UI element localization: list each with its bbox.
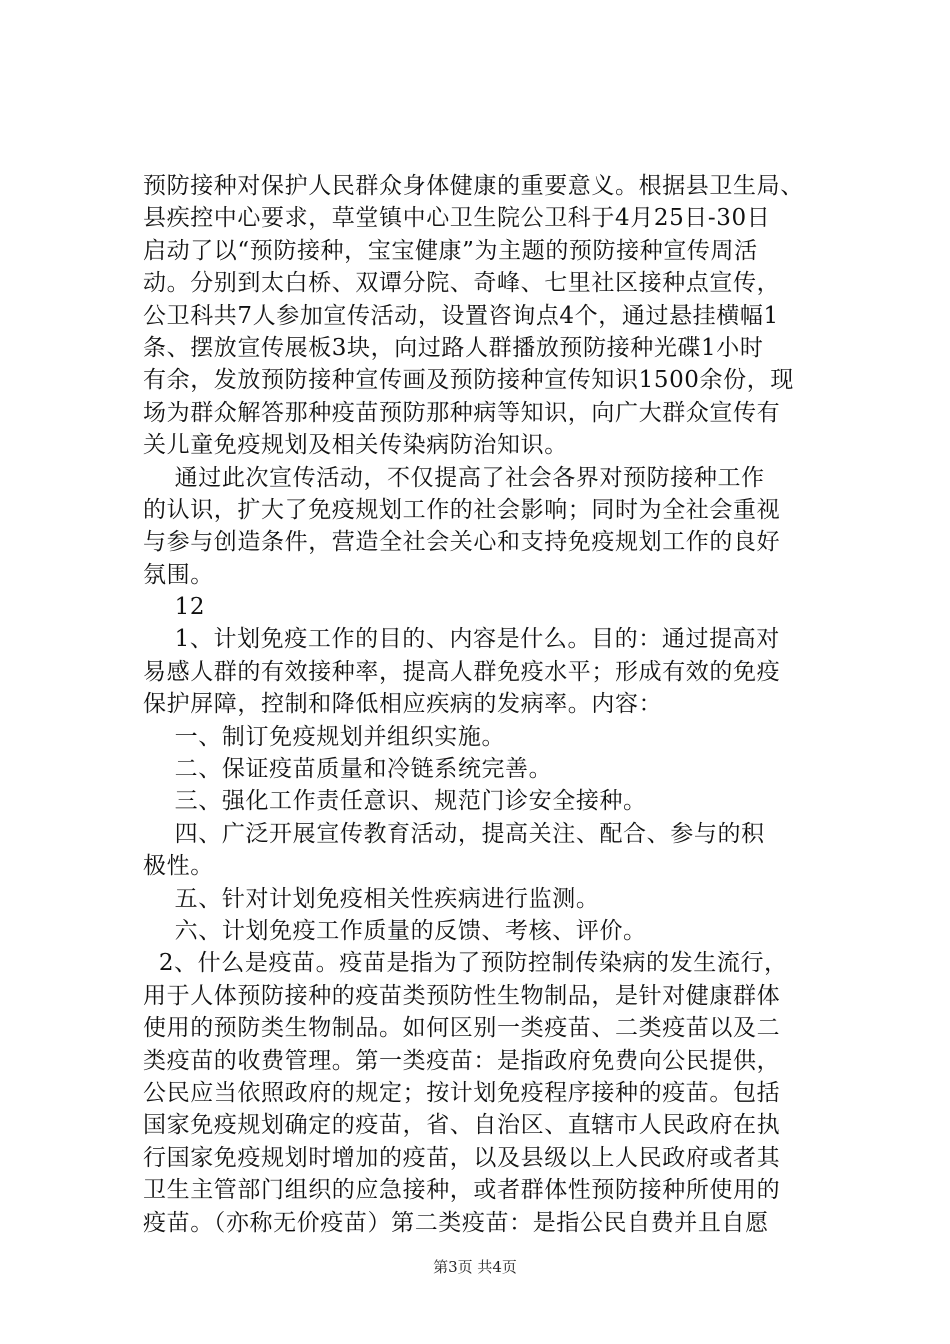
text-line: 五、针对计划免疫相关性疾病进行监测。 (143, 885, 600, 912)
text-line: 氛围。 (143, 561, 214, 588)
text-line: 与参与创造条件，营造全社会关心和支持免疫规划工作的良好 (143, 529, 781, 556)
text-line: 用于人体预防接种的疫苗类预防性生物制品，是针对健康群体 (143, 982, 781, 1009)
text-line: 公民应当依照政府的规定；按计划免疫程序接种的疫苗。包括 (143, 1079, 781, 1106)
text-line: 场为群众解答那种疫苗预防那种病等知识，向广大群众宣传有 (143, 399, 781, 426)
text-line: 保护屏障，控制和降低相应疾病的发病率。内容： (143, 691, 663, 718)
text-line: 六、计划免疫工作质量的反馈、考核、评价。 (143, 917, 647, 944)
text-line: 卫生主管部门组织的应急接种，或者群体性预防接种所使用的 (143, 1177, 781, 1204)
page-number-label: 第3页 共4页 (433, 1258, 517, 1276)
text-line: 类疫苗的收费管理。第一类疫苗：是指政府免费向公民提供， (143, 1047, 781, 1074)
text-line: 国家免疫规划确定的疫苗，省、自治区、直辖市人民政府在执 (143, 1112, 781, 1139)
page-footer (0, 1257, 950, 1277)
text-line: 极性。 (143, 853, 214, 880)
text-line: 2、什么是疫苗。疫苗是指为了预防控制传染病的发生流行， (143, 950, 788, 977)
text-line: 易感人群的有效接种率，提高人群免疫水平；形成有效的免疫 (143, 658, 781, 685)
text-line: 公卫科共7人参加宣传活动，设置咨询点4个，通过悬挂横幅1 (143, 302, 779, 329)
text-line: 预防接种对保护人民群众身体健康的重要意义。根据县卫生局、 (143, 173, 804, 199)
text-line: 四、广泛开展宣传教育活动，提高关注、配合、参与的积 (143, 820, 765, 847)
text-line: 关儿童免疫规划及相关传染病防治知识。 (143, 432, 568, 459)
document-body (143, 170, 833, 1239)
text-line: 二、保证疫苗质量和冷链系统完善。 (143, 756, 553, 783)
text-line: 的认识，扩大了免疫规划工作的社会影响；同时为全社会重视 (143, 496, 781, 523)
text-line: 条、摆放宣传展板3块，向过路人群播放预防接种光碟1小时 (143, 334, 764, 361)
text-line: 一、制订免疫规划并组织实施。 (143, 723, 506, 750)
text-line: 三、强化工作责任意识、规范门诊安全接种。 (143, 788, 647, 815)
text-line: 启动了以“预防接种，宝宝健康”为主题的预防接种宣传周活 (143, 237, 758, 264)
text-line: 有余，发放预防接种宣传画及预防接种宣传知识1500余份，现 (143, 367, 794, 394)
text-line: 疫苗。（亦称无价疫苗）第二类疫苗：是指公民自费并且自愿 (143, 1209, 769, 1236)
text-line: 行国家免疫规划时增加的疫苗，以及县级以上人民政府或者其 (143, 1144, 781, 1171)
text-line: 使用的预防类生物制品。如何区别一类疫苗、二类疫苗以及二 (143, 1015, 781, 1042)
text-line: 动。分别到太白桥、双谭分院、奇峰、七里社区接种点宣传， (143, 270, 781, 297)
text-line: 通过此次宣传活动，不仅提高了社会各界对预防接种工作 (143, 464, 765, 491)
text-line: 县疾控中心要求，草堂镇中心卫生院公卫科于4月25日-30日 (143, 205, 771, 232)
text-line: 12 (143, 594, 206, 621)
text-line: 1、计划免疫工作的目的、内容是什么。目的：通过提高对 (143, 626, 780, 653)
